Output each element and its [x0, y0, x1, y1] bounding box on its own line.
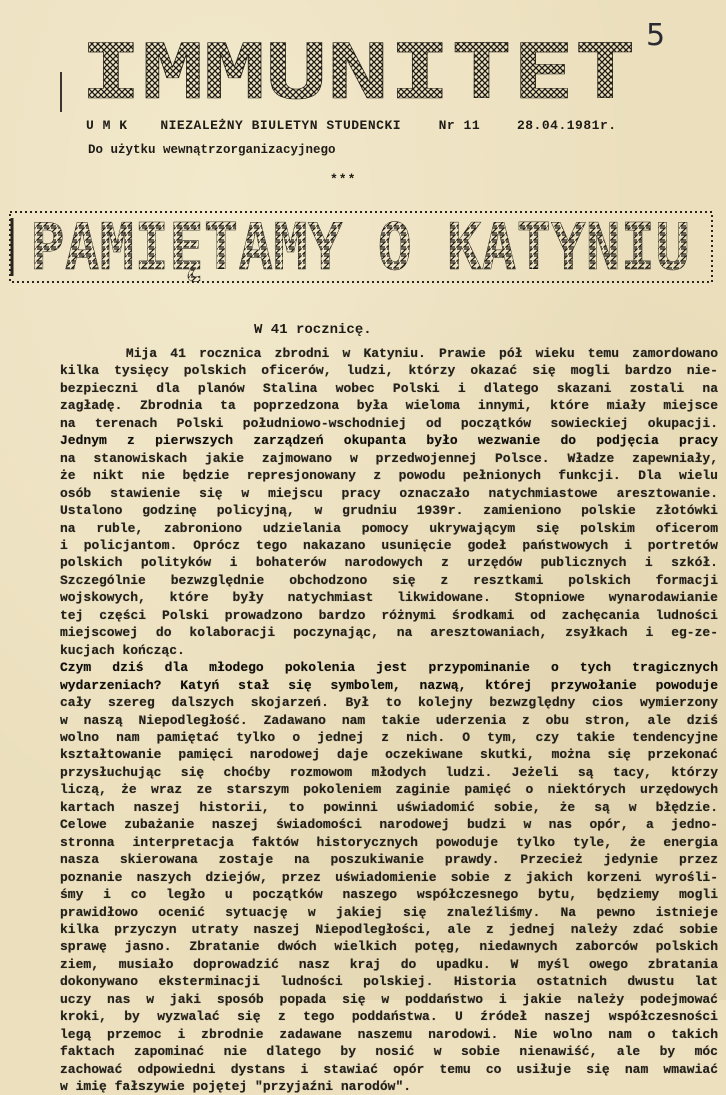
article-line: zachować odpowiedni dystans i stawiać opór temu co usiłuje się nam wmawiać [60, 1061, 718, 1077]
article-line: liczą, że wraz ze starszym pokoleniem zaginie pamięć o niektórych urzędowych [60, 782, 718, 798]
article-line: i policjantom. Oprócz tego nakazano usunięcie godeł państwowych i portretów [60, 537, 718, 553]
article-line: nasza skierowana zostaje na poszukiwanie prawdy. Przecież jedynie przez [60, 852, 718, 868]
subhead [86, 118, 646, 133]
article-line: Celowe zubażanie naszej świadomości narodowej budzi w nas opór, a jedno- [60, 817, 718, 833]
page-number: 5 [646, 18, 666, 53]
article-line: że nikt nie będzie represjonowany z powodu pełnionych funkcji. Dla wielu [60, 468, 718, 484]
issue-label: Nr 11 [438, 118, 481, 133]
publication-label: NIEZALEŻNY BIULETYN STUDENCKI [160, 118, 402, 133]
article-line: wydarzeniach? Katyń stał się symbolem, nazwą, której przywołanie powoduje [60, 677, 718, 693]
org-label: U M K [86, 118, 128, 133]
margin-line [60, 72, 62, 112]
article-line: na stanowiskach jakie zajmowano w przedwojennej Polsce. Władze zapewniały, [60, 450, 718, 466]
article-line: na terenach Polski południowo-wschodniej od początków sowieckiej okupacji. [60, 415, 718, 431]
article-line: faktach zapominać nie dlatego by nosić w sobie nienawiść, ale by móc [60, 1044, 718, 1060]
article-line: dokonywano eksterminacji ludności polskiej. Historia ostatnich dwustu lat [60, 974, 718, 990]
section-separator: *** [330, 172, 357, 187]
article-line: kształtowanie pamięci narodowej daje oczekiwane skutki, można się przekonać [60, 747, 718, 763]
article-line: ziem, musiało doprowadzić nasz kraj do upadku. W myśl owego zbratania [60, 956, 718, 972]
article-line: Mija 41 rocznica zbrodni w Katyniu. Prawie pół wieku temu zamordowano [60, 346, 718, 361]
article-heading: W 41 rocznicę. [254, 322, 372, 338]
article-line: kilka tysięcy polskich oficerów, ludzi, którzy okazać się mogli bardzo nie- [60, 363, 718, 379]
masthead-logo [80, 38, 640, 110]
banner-title: PAMIĘTAMY O KATYNIU [30, 211, 690, 285]
article-body [60, 345, 718, 1095]
article-line: kilka przyczyn utraty naszej Niepodległości, ale z jednej należy zdać sobie [60, 921, 718, 937]
article-line: osób stawienie się w miejscu pracy oznaczało natychmiastowe aresztowanie. [60, 485, 718, 501]
article-line: przysłuchując się choćby rozmowom młodych ludzi. Jeżeli są tacy, którzy [60, 764, 718, 780]
article-line: Czym dziś dla młodego pokolenia jest przypominanie o tych tragicznych [60, 660, 718, 676]
article-line: bezpieczni dla planów Stalina wobec Polski i dlatego skazani zostali na [60, 380, 718, 396]
article-line: wojskowych, które były natychmiast likwidowane. Stopniowe wynarodawianie [60, 590, 718, 606]
article-line: zagładę. Zbrodnia ta poprzedzona była wieloma innymi, które miały miejsce [60, 398, 718, 414]
article-line: prawidłowo ocenić sytuację w jakiej się znaleźliśmy. Na pewno istnieje [60, 904, 718, 920]
masthead-title: IMMUNITET [80, 38, 636, 110]
article-line: w naszą Niepodległość. Zadawano nam takie uderzenia z obu stron, ale dziś [60, 712, 718, 728]
article-line: legą przemoc i zbrodnie zadawane naszemu narodowi. Nie wolno nam o takich [60, 1026, 718, 1042]
article-line: na ruble, zabroniono udzielania pomocy ukrywającym się polskim oficerom [60, 520, 718, 536]
article-line: uczy nas w jaki sposób popada się w poddaństwo i jakie należy podejmować [60, 991, 718, 1007]
banner-graphic [8, 206, 714, 288]
article-line: kucjach kończąc. [60, 642, 185, 658]
masthead [80, 38, 640, 110]
article-line: miejscowej do kolaboracji poczynając, na aresztowaniach, zsyłkach i eg-ze- [60, 625, 718, 641]
banner [8, 206, 714, 288]
article-line: wolno nam pamiętać tylko o jednej z nich. O tym, czy takie tendencyjne [60, 729, 718, 745]
internal-use-note: Do użytku wewnątrzorganizacyjnego [88, 143, 336, 157]
article-line: Jednym z pierwszych zarządzeń okupanta było wezwanie do podjęcia pracy [60, 433, 718, 449]
article-line: w imię fałszywie pojętej "przyjaźni narodów". [60, 1079, 412, 1095]
issue-date: 28.04.1981r. [516, 118, 617, 133]
article-line: Ustalono godzinę policyjną, w grudniu 1939r. zamieniono polskie złotówki [60, 503, 718, 519]
article-line: polskich polityków i bohaterów narodowych z urzędów publicznych i szkół. [60, 555, 718, 571]
article-line: sprawę jasno. Zbratanie dwóch wielkich potęg, niedawnych zaborców polskich [60, 939, 718, 955]
article-line: kroki, by wyzwalać się z tego poddaństwa. U źródeł naszej współczesności [60, 1009, 718, 1025]
article-line: stronna interpretacja faktów historycznych powoduje tylko tyle, że energia [60, 834, 718, 850]
article-line: śmy i co legło u początków naszego współczesnego bytu, będziemy mogli [60, 887, 718, 903]
article-line: kartach naszej historii, to powinni uświadomić sobie, że są w błędzie. [60, 799, 718, 815]
article-line: poznanie naszych dziejów, przez uświadomienie sobie z jakich korzeni wyrośli- [60, 869, 718, 885]
article-line: cały szereg dalszych skojarzeń. Był to kolejny bezwzględny cios wymierzony [60, 695, 718, 711]
article-line: Szczególnie bezwzględnie obchodzono się z resztkami polskich formacji [60, 572, 718, 588]
article-line: tej części Polski prowadzono bardzo różnymi środkami od zachęcania ludności [60, 607, 718, 623]
